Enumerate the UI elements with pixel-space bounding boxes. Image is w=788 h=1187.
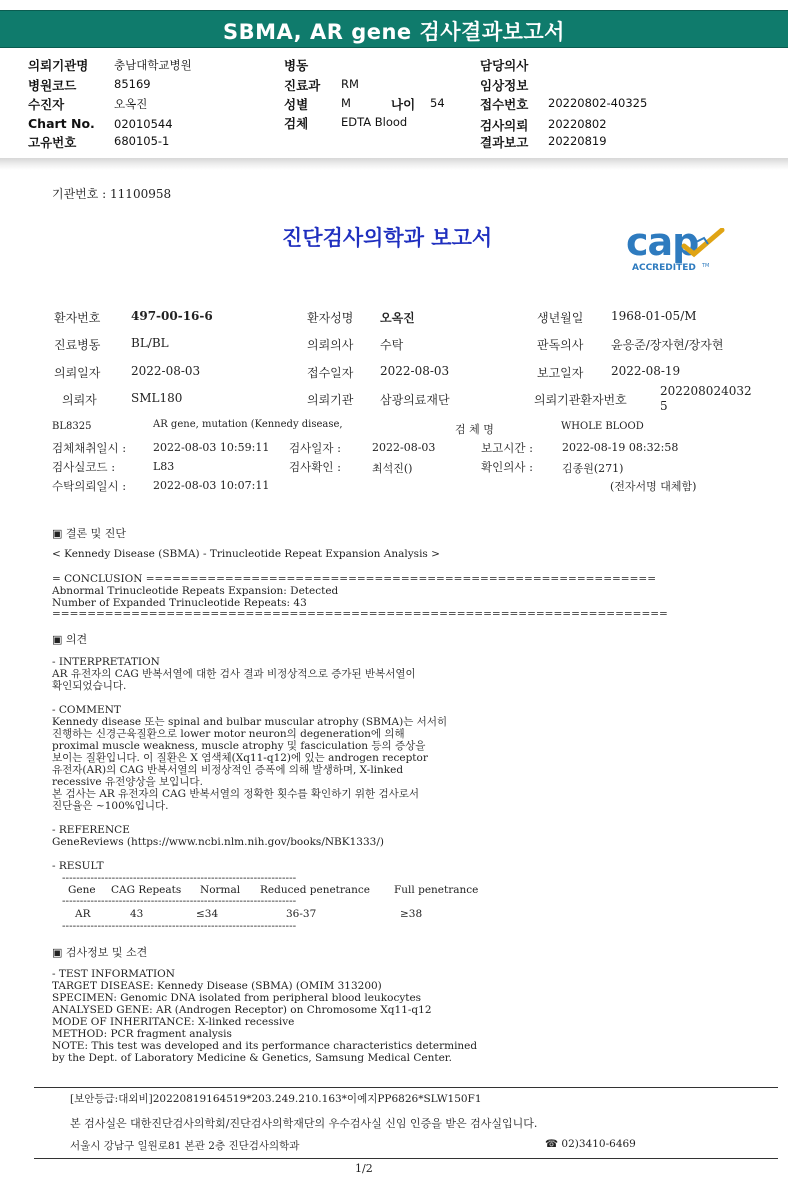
header-value-accession-no: 20220802-40325	[548, 96, 648, 110]
conclusion-line: ======================================================================	[52, 608, 668, 620]
page-number: 1/2	[355, 1162, 373, 1175]
header-value-chart-no: 02010544	[114, 117, 173, 131]
value-reading-doctor: 윤응준/장자현/장자현	[611, 338, 724, 352]
header-label-doctor: 담당의사	[480, 58, 529, 73]
header-label-hospital-code: 병원코드	[28, 78, 77, 93]
section-conclusion-heading: ▣ 결론 및 진단	[52, 527, 127, 540]
footer-rule-bottom	[34, 1158, 778, 1159]
section-opinion-heading: ▣ 의견	[52, 633, 88, 646]
label-reading-doctor: 판독의사	[537, 338, 584, 352]
request-time-value: 2022-08-03 10:07:11	[153, 479, 270, 492]
header-value-unique-no: 680105-1	[114, 134, 170, 148]
footer-rule-top	[34, 1087, 778, 1088]
test-info-line: MODE OF INHERITANCE: X-linked recessive	[52, 1016, 295, 1028]
collect-label: 검체채취일시 :	[52, 441, 127, 455]
label-institution-patient-no: 의뢰기관환자번호	[534, 393, 627, 407]
conclusion-line: = CONCLUSION ==========================================================	[52, 573, 656, 585]
label-birth-date: 생년월일	[537, 311, 584, 325]
test-info-line: by the Dept. of Laboratory Medicine & Genetics, Samsung Medical Center.	[52, 1052, 452, 1064]
label-requester: 의뢰자	[62, 393, 97, 407]
header-label-patient: 수진자	[28, 97, 65, 112]
header-value-sex: M	[341, 96, 351, 110]
value-report-date: 2022-08-19	[611, 364, 681, 378]
comment-line: 본 검사는 AR 유전자의 CAG 반복서열의 정확한 횟수를 확인하기 위한 검사로서	[52, 788, 420, 800]
label-requesting-institution: 의뢰기관	[307, 393, 354, 407]
header-label-clinical-info: 임상정보	[480, 78, 529, 93]
test-code: BL8325	[52, 421, 92, 432]
comment-line: 진행하는 신경근육질환으로 lower motor neuron의 degeneration에 의해	[52, 728, 405, 740]
cap-accredited-logo	[624, 220, 734, 276]
header-label-accession-no: 접수번호	[480, 97, 529, 112]
conclusion-line: Number of Expanded Trinucleotide Repeats: 43	[52, 597, 307, 609]
comment-line: - COMMENT	[52, 704, 121, 716]
result-cell-reduced: 36-37	[286, 908, 317, 920]
result-rule: ------------------------------------------------------------------	[62, 920, 297, 932]
cap-tm-text: TM	[702, 263, 710, 269]
exam-date-label: 검사일자 :	[289, 441, 341, 455]
lab-phone: ☎ 02)3410-6469	[545, 1138, 636, 1150]
security-line: [보안등급:대외비]20220819164519*203.249.210.163*이예지PP6826*SLW150F1	[70, 1093, 482, 1105]
header-value-age: 54	[430, 96, 445, 110]
esign-note: (전자서명 대체함)	[610, 480, 697, 493]
cap-logo-text: cap	[626, 220, 699, 264]
analysis-title: < Kennedy Disease (SBMA) - Trinucleotide Repeat Expansion Analysis >	[52, 548, 440, 560]
confirm-doctor-value: 김종원(271)	[562, 462, 624, 475]
result-cell-cag: 43	[130, 908, 144, 920]
certification-note: 본 검사실은 대한진단검사의학회/진단검사의학재단의 우수검사실 신임 인증을 받은 검사실입니다.	[70, 1117, 538, 1130]
section-divider	[0, 158, 788, 170]
result-header-full: Full penetrance	[394, 884, 479, 896]
test-info-line: ANALYSED GENE: AR (Androgen Receptor) on Chromosome Xq11-q12	[52, 1004, 432, 1016]
exam-confirm-label: 검사확인 :	[289, 460, 341, 474]
comment-line: Kennedy disease 또는 spinal and bulbar muscular atrophy (SBMA)는 서서히	[52, 716, 448, 728]
test-info-line: NOTE: This test was developed and its performance characteristics determined	[52, 1040, 478, 1052]
result-rule: ------------------------------------------------------------------	[62, 895, 297, 907]
label-patient-name: 환자성명	[307, 311, 354, 325]
header-value-report-date: 20220819	[548, 134, 607, 148]
interpretation-line: AR 유전자의 CAG 반복서열에 대한 검사 결과 비정상적으로 증가된 반복서열이	[52, 668, 416, 680]
result-cell-full: ≥38	[400, 908, 423, 920]
lab-address: 서울시 강남구 일원로81 본관 2층 진단검사의학과	[70, 1140, 300, 1152]
reference-link[interactable]: GeneReviews (https://www.ncbi.nlm.nih.gov/books/NBK1333/)	[52, 836, 384, 848]
interpretation-line: 확인되었습니다.	[52, 680, 127, 692]
label-ward: 진료병동	[54, 338, 101, 352]
header-label-department: 진료과	[284, 78, 321, 93]
header-value-request-date: 20220802	[548, 117, 607, 131]
lab-code-label: 검사실코드 :	[52, 460, 116, 474]
interpretation-line: - INTERPRETATION	[52, 656, 160, 668]
collect-value: 2022-08-03 10:59:11	[153, 441, 270, 454]
exam-date-value: 2022-08-03	[372, 441, 436, 454]
comment-line: proximal muscle weakness, muscle atrophy 및 fasciculation 등의 증상을	[52, 740, 426, 752]
label-referring-doctor: 의뢰의사	[307, 338, 354, 352]
value-institution-patient-no-cont: 5	[660, 399, 668, 413]
reference-line: - REFERENCE	[52, 824, 130, 836]
result-header-normal: Normal	[200, 884, 241, 896]
label-report-date: 보고일자	[537, 366, 584, 380]
header-value-department: RM	[341, 77, 359, 91]
result-cell-gene: AR	[75, 908, 91, 920]
test-info-line: TARGET DISEASE: Kennedy Disease (SBMA) (OMIM 313200)	[52, 980, 382, 992]
header-label-specimen: 검체	[284, 116, 309, 131]
result-cell-normal: ≤34	[196, 908, 219, 920]
value-referring-doctor: 수탁	[380, 338, 404, 352]
conclusion-line: Abnormal Trinucleotide Repeats Expansion: Detected	[52, 585, 339, 597]
header-value-hospital-code: 85169	[114, 77, 151, 91]
header-value-institution: 충남대학교병원	[114, 58, 192, 72]
specimen-value: WHOLE BLOOD	[561, 421, 644, 432]
value-patient-name: 오옥진	[380, 311, 415, 325]
result-header-reduced: Reduced penetrance	[260, 884, 371, 896]
value-requesting-institution: 삼광의료재단	[380, 393, 450, 407]
label-receipt-date: 접수일자	[307, 366, 354, 380]
lab-code-value: L83	[153, 460, 175, 473]
report-title: 진단검사의학과 보고서	[282, 225, 493, 250]
header-label-unique-no: 고유번호	[28, 135, 77, 150]
header-label-ward: 병동	[284, 58, 309, 73]
value-patient-no: 497-00-16-6	[131, 309, 213, 323]
exam-confirm-value: 최석진()	[372, 462, 413, 475]
test-info-line: SPECIMEN: Genomic DNA isolated from peripheral blood leukocytes	[52, 992, 422, 1004]
result-header-gene: Gene	[68, 884, 96, 896]
result-header-cag: CAG Repeats	[111, 884, 182, 896]
value-ward: BL/BL	[131, 336, 169, 350]
value-request-date: 2022-08-03	[131, 364, 201, 378]
specimen-label: 검 체 명	[455, 423, 494, 436]
value-institution-patient-no: 202208024032	[660, 384, 752, 398]
confirm-doctor-label: 확인의사 :	[481, 460, 533, 474]
comment-line: 진단율은 ~100%입니다.	[52, 800, 169, 812]
value-requester: SML180	[131, 391, 183, 405]
header-value-specimen: EDTA Blood	[341, 115, 408, 129]
header-label-chart-no: Chart No.	[28, 116, 95, 131]
test-name: AR gene, mutation (Kennedy disease,	[153, 419, 343, 430]
comment-line: recessive 유전양상을 보입니다.	[52, 776, 203, 788]
label-request-date: 의뢰일자	[54, 366, 101, 380]
value-receipt-date: 2022-08-03	[380, 364, 450, 378]
header-label-report-date: 결과보고	[480, 135, 529, 150]
checkmark-icon	[680, 228, 726, 258]
report-time-value: 2022-08-19 08:32:58	[562, 441, 679, 454]
institution-number: 기관번호 : 11100958	[52, 187, 172, 201]
header-label-age: 나이	[391, 97, 416, 112]
cap-accredited-text: ACCREDITED	[632, 263, 696, 273]
comment-line: 보이는 질환입니다. 이 질환은 X 염색체(Xq11-q12)에 있는 androgen receptor	[52, 752, 428, 764]
result-label: - RESULT	[52, 860, 104, 872]
comment-line: 유전자(AR)의 CAG 반복서열의 비정상적인 증폭에 의해 발생하며, X-linked	[52, 764, 404, 776]
header-label-sex: 성별	[284, 97, 309, 112]
section-test-info-heading: ▣ 검사정보 및 소견	[52, 946, 148, 959]
header-value-patient: 오옥진	[114, 97, 148, 111]
test-info-line: - TEST INFORMATION	[52, 968, 175, 980]
request-time-label: 수탁의뢰일시 :	[52, 479, 127, 493]
label-patient-no: 환자번호	[54, 311, 101, 325]
result-rule: ------------------------------------------------------------------	[62, 872, 297, 884]
value-birth-date: 1968-01-05/M	[611, 309, 697, 323]
header-label-request-date: 검사의뢰	[480, 118, 529, 133]
header-label-institution: 의뢰기관명	[28, 58, 89, 73]
banner-title: SBMA, AR gene 검사결과보고서	[223, 20, 565, 44]
report-time-label: 보고시간 :	[481, 441, 533, 455]
test-info-line: METHOD: PCR fragment analysis	[52, 1028, 232, 1040]
